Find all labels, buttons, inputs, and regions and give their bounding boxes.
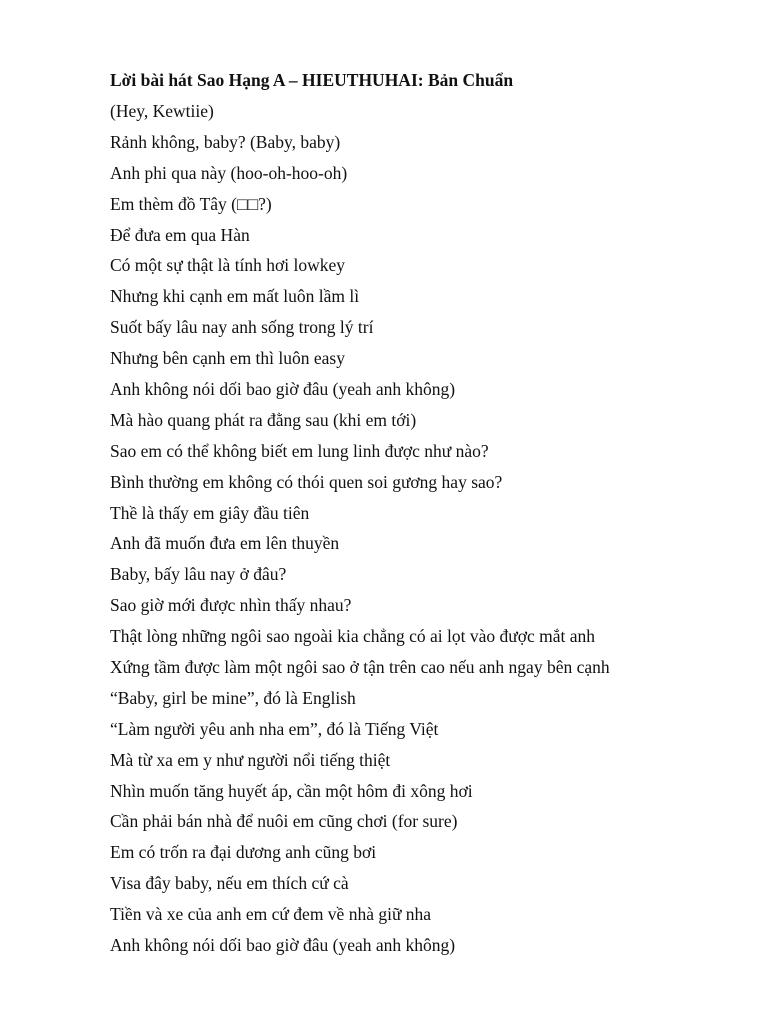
lyric-line: Em thèm đồ Tây (□□?) (110, 193, 272, 214)
lyric-line: Em có trốn ra đại dương anh cũng bơi (110, 842, 377, 863)
lyric-line: Nhưng khi cạnh em mất luôn lầm lì (110, 286, 360, 307)
lyric-line: Cần phải bán nhà để nuôi em cũng chơi (for sure) (110, 811, 458, 832)
document-title: Lời bài hát Sao Hạng A – HIEUTHUHAI: Bản Chuẩn (110, 70, 514, 90)
lyrics-list (110, 97, 750, 962)
lyric-line: Nhìn muốn tăng huyết áp, cần một hôm đi xông hơi (110, 780, 473, 801)
lyric-line: Visa đây baby, nếu em thích cứ cà (110, 873, 349, 894)
lyric-line: Tiền và xe của anh em cứ đem về nhà giữ nha (110, 904, 432, 925)
lyric-line: Thật lòng những ngôi sao ngoài kia chẳng có ai lọt vào được mắt anh (110, 626, 596, 647)
lyrics-document (110, 66, 750, 962)
lyric-line: Anh không nói dối bao giờ đâu (yeah anh không) (110, 379, 456, 400)
lyric-line: Anh phi qua này (hoo-oh-hoo-oh) (110, 162, 348, 183)
lyric-line: Mà từ xa em y như người nổi tiếng thiệt (110, 749, 391, 770)
lyric-line: Sao giờ mới được nhìn thấy nhau? (110, 595, 352, 616)
lyric-line: Để đưa em qua Hàn (110, 224, 250, 245)
lyric-line: Anh không nói dối bao giờ đâu (yeah anh không) (110, 935, 456, 956)
lyric-line: Có một sự thật là tính hơi lowkey (110, 255, 346, 276)
lyric-line: Thề là thấy em giây đầu tiên (110, 502, 310, 523)
lyric-line: Rảnh không, baby? (Baby, baby) (110, 131, 341, 152)
lyric-line: Baby, bấy lâu nay ở đâu? (110, 564, 287, 585)
lyric-line: Mà hào quang phát ra đằng sau (khi em tới) (110, 409, 417, 430)
lyric-line: Suốt bấy lâu nay anh sống trong lý trí (110, 317, 374, 338)
lyric-line: “Baby, girl be mine”, đó là English (110, 687, 356, 708)
lyric-line: Xứng tầm được làm một ngôi sao ở tận trên cao nếu anh ngay bên cạnh (110, 657, 610, 678)
lyric-line: Nhưng bên cạnh em thì luôn easy (110, 348, 345, 369)
lyric-line: Anh đã muốn đưa em lên thuyền (110, 533, 340, 554)
lyric-line: (Hey, Kewtiie) (110, 101, 214, 121)
lyric-line: “Làm người yêu anh nha em”, đó là Tiếng Việt (110, 718, 439, 739)
lyric-line: Sao em có thể không biết em lung linh được như nào? (110, 440, 489, 461)
lyric-line: Bình thường em không có thói quen soi gương hay sao? (110, 471, 503, 492)
